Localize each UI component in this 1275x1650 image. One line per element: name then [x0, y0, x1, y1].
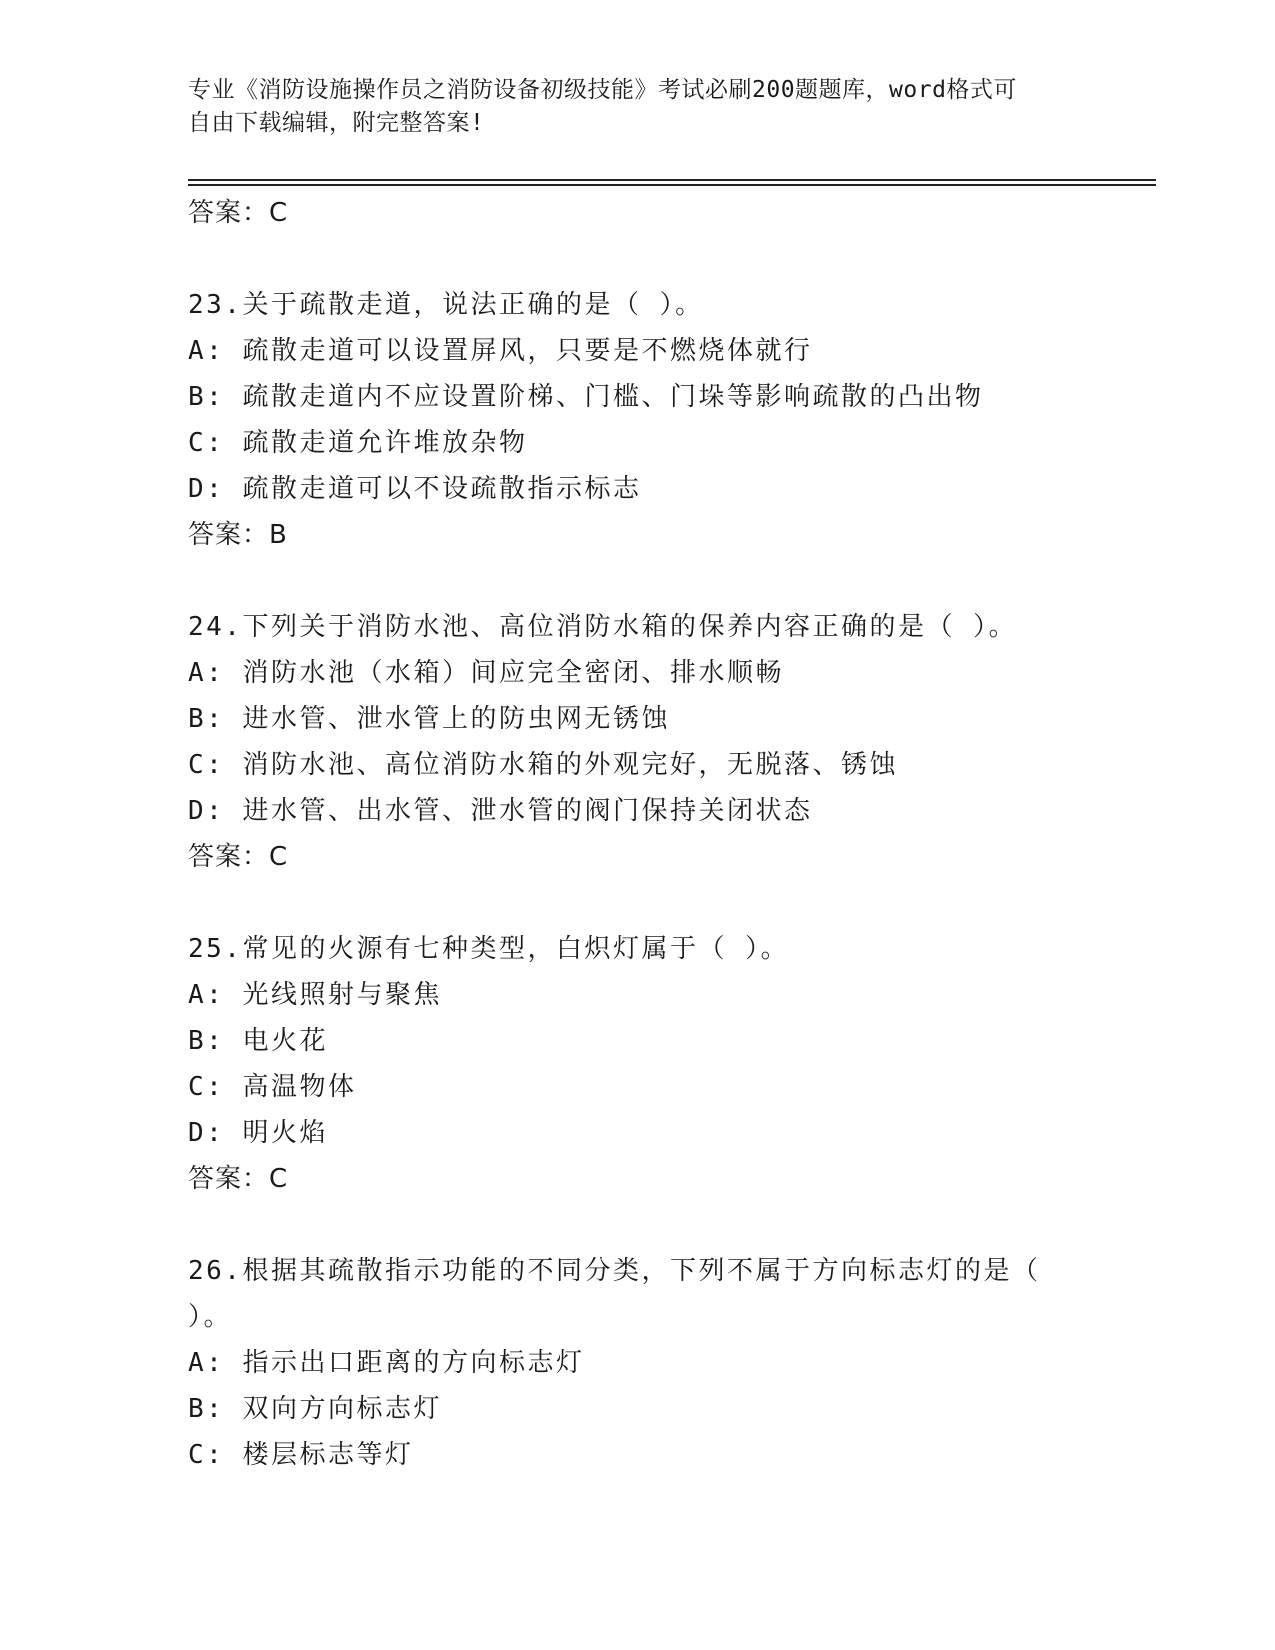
option-d: D: 疏散走道可以不设疏散指示标志 — [188, 474, 642, 504]
answer: 答案：C — [188, 1164, 289, 1194]
question-text: 24.下列关于消防水池、高位消防水箱的保养内容正确的是（ ）。 — [188, 612, 1018, 642]
question-list — [188, 190, 1088, 1478]
option-c: C: 消防水池、高位消防水箱的外观完好，无脱落、锈蚀 — [188, 750, 898, 780]
option-a: A: 消防水池（水箱）间应完全密闭、排水顺畅 — [188, 658, 784, 688]
option-b: B: 疏散走道内不应设置阶梯、门槛、门垛等影响疏散的凸出物 — [188, 382, 984, 412]
option-b: B: 双向方向标志灯 — [188, 1394, 442, 1424]
option-a: A: 疏散走道可以设置屏风，只要是不燃烧体就行 — [188, 336, 813, 366]
header-divider-bottom — [188, 184, 1156, 186]
document-header — [188, 74, 1088, 140]
spacer — [188, 558, 1088, 604]
option-c: C: 楼层标志等灯 — [188, 1440, 414, 1470]
option-a: A: 光线照射与聚焦 — [188, 980, 442, 1010]
question-23 — [188, 282, 1088, 558]
option-b: B: 进水管、泄水管上的防虫网无锈蚀 — [188, 704, 670, 734]
option-d: D: 明火焰 — [188, 1118, 328, 1148]
question-text: 25.常见的火源有七种类型，白炽灯属于（ ）。 — [188, 934, 790, 964]
answer: 答案：B — [188, 520, 288, 550]
answer-prev: 答案：C — [188, 198, 289, 228]
spacer — [188, 236, 1088, 282]
header-line-1: 专业《消防设施操作员之消防设备初级技能》考试必刷200题题库，word格式可 — [188, 77, 1017, 103]
question-24 — [188, 604, 1088, 880]
spacer — [188, 880, 1088, 926]
question-25 — [188, 926, 1088, 1202]
header-divider-top — [188, 179, 1156, 181]
header-line-2: 自由下载编辑，附完整答案! — [188, 110, 485, 136]
question-26 — [188, 1248, 1088, 1478]
answer: 答案：C — [188, 842, 289, 872]
spacer — [188, 1202, 1088, 1248]
option-c: C: 疏散走道允许堆放杂物 — [188, 428, 528, 458]
question-text-line-1: 26.根据其疏散指示功能的不同分类，下列不属于方向标志灯的是（ — [188, 1256, 1041, 1286]
question-text-line-2: ）。 — [188, 1302, 233, 1332]
option-c: C: 高温物体 — [188, 1072, 357, 1102]
option-a: A: 指示出口距离的方向标志灯 — [188, 1348, 585, 1378]
option-d: D: 进水管、出水管、泄水管的阀门保持关闭状态 — [188, 796, 813, 826]
question-text: 23.关于疏散走道，说法正确的是（ ）。 — [188, 290, 704, 320]
option-b: B: 电火花 — [188, 1026, 328, 1056]
